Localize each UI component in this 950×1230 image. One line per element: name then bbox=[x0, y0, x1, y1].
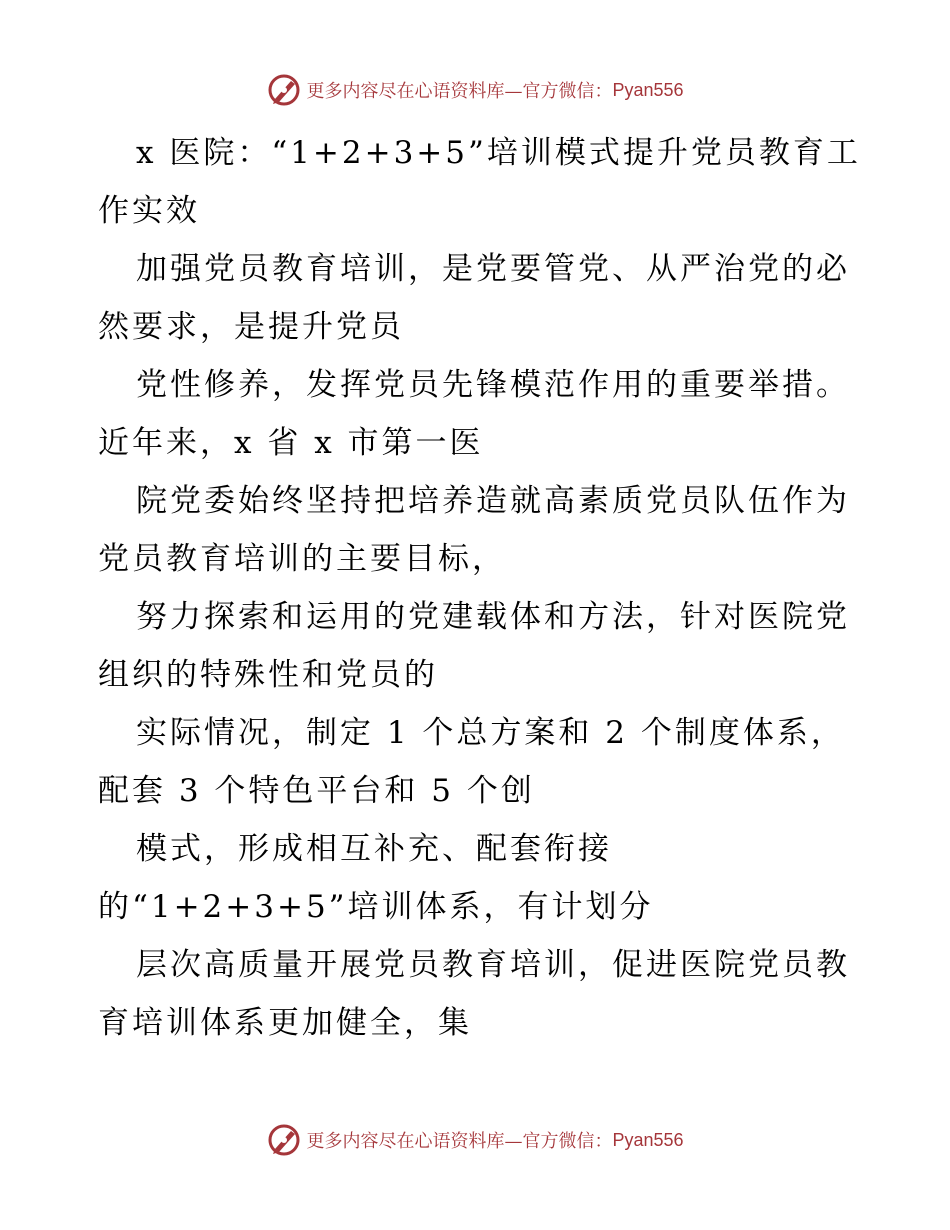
text-line: 育培训体系更加健全，集 bbox=[98, 1005, 472, 1041]
header-watermark bbox=[0, 68, 950, 112]
text-line: 党性修养，发挥党员先锋模范作用的重要举措。 bbox=[136, 367, 850, 403]
text-line: 努力探索和运用的党建载体和方法，针对医院党 bbox=[136, 599, 850, 635]
footer-watermark bbox=[0, 1118, 950, 1162]
document-body bbox=[98, 124, 861, 1052]
text-line: 的“1+2+3+5”培训体系，有计划分 bbox=[98, 889, 654, 925]
text-line: 近年来，x 省 x 市第一医 bbox=[98, 425, 484, 461]
pen-circle-logo-icon bbox=[266, 1122, 302, 1158]
text-line: 加强党员教育培训，是党要管党、从严治党的必 bbox=[136, 251, 850, 287]
watermark-text: 更多内容尽在心语资料库—官方微信： bbox=[306, 1131, 613, 1152]
text-line: 实际情况，制定 1 个总方案和 2 个制度体系， bbox=[136, 715, 845, 751]
text-line: 配套 3 个特色平台和 5 个创 bbox=[98, 773, 535, 809]
text-line: 组织的特殊性和党员的 bbox=[98, 657, 438, 693]
text-line: 然要求，是提升党员 bbox=[98, 309, 404, 345]
text-line: 党员教育培训的主要目标， bbox=[98, 541, 506, 577]
watermark-text: 更多内容尽在心语资料库—官方微信： bbox=[306, 81, 613, 102]
watermark-handle: Pyan556 bbox=[612, 1129, 684, 1150]
text-line: 作实效 bbox=[98, 193, 200, 229]
pen-circle-logo-icon bbox=[266, 72, 302, 108]
text-line: x 医院：“1+2+3+5”培训模式提升党员教育工 bbox=[136, 135, 861, 171]
text-line: 层次高质量开展党员教育培训，促进医院党员教 bbox=[136, 947, 850, 983]
watermark-handle: Pyan556 bbox=[612, 79, 684, 100]
text-line: 模式，形成相互补充、配套衔接 bbox=[136, 831, 612, 867]
text-line: 院党委始终坚持把培养造就高素质党员队伍作为 bbox=[136, 483, 850, 519]
